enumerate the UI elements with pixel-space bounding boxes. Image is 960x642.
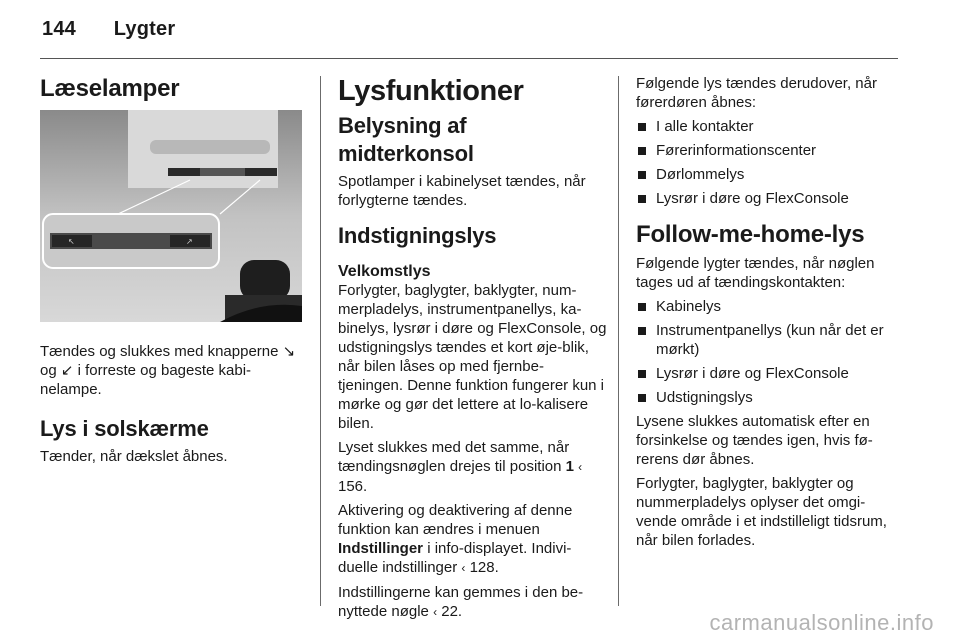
chevron-arrow-icon: ‹ — [433, 605, 438, 619]
page-header — [42, 18, 175, 41]
watermark: carmanualsonline.info — [709, 610, 934, 635]
list-item: Dørlommelys — [636, 165, 906, 184]
reading-lamp-photo — [40, 110, 302, 322]
header-divider — [40, 58, 898, 59]
heading-follow-me-home: Follow-me-home-lys — [636, 221, 865, 248]
paragraph-intro: Følgende lys tændes derudover, når førerdøren åbnes: — [636, 75, 877, 111]
list-item: Lysrør i døre og FlexConsole — [636, 189, 906, 208]
heading-velkomstlys: Velkomstlys — [338, 263, 431, 280]
paragraph-follow-intro: Følgende lygter tændes, når nøglen tages ud af tændingskontakten: — [636, 255, 875, 291]
lamp-rear-icon: ↙ — [60, 362, 74, 379]
column-1 — [40, 74, 302, 471]
page-ref-link[interactable]: 22. — [441, 603, 463, 620]
svg-text:↖: ↖ — [68, 237, 75, 246]
page-ref-link[interactable]: 128. — [469, 559, 499, 576]
chevron-arrow-icon: ‹ — [461, 561, 466, 575]
paragraph-follow-3: Forlygter, baglygter, baklygter og nummerpladelys oplyser det omgi-vende område i et indstilleligt tidsrum, når bilen forlades. — [636, 475, 887, 549]
paragraph-velkomst-4: Indstillingerne kan gemmes i den be-nyttede nøgle ‹ 22. — [338, 584, 584, 620]
paragraph-laeselamper: Tændes og slukkes med knapperne ↘ og ↙ i forreste og bageste kabi-nelampe. — [40, 343, 296, 398]
column-2 — [338, 74, 608, 627]
column-3 — [636, 74, 906, 555]
page-number: 144 — [42, 18, 76, 40]
list-foererdoer — [636, 117, 906, 208]
heading-laeselamper: Læselamper — [40, 75, 180, 102]
list-item: Kabinelys — [636, 297, 906, 316]
paragraph-follow-2: Lysene slukkes automatisk efter en forsinkelse og tændes igen, hvis fø-rerens dør åbnes. — [636, 413, 873, 468]
svg-text:↗: ↗ — [186, 237, 193, 246]
lamp-front-icon: ↘ — [282, 343, 296, 360]
list-item: Førerinformationscenter — [636, 141, 906, 160]
paragraph-midterkonsol: Spotlamper i kabinelyset tændes, når forlygterne tændes. — [338, 173, 586, 209]
heading-solskaerme: Lys i solskærme — [40, 416, 209, 441]
paragraph-velkomst-1: Forlygter, baglygter, baklygter, num-merpladelys, instrumentpanellys, ka-binelys, lysrør i døre og FlexConsole, og udstigningslys tændes et kort øje-blik, når bilen låses op med fjernbe-tjeningen. Denne funktion fungerer kun i mørke og gør det lettere at lo-kalisere bilen. — [338, 282, 607, 432]
list-follow — [636, 297, 906, 407]
paragraph-solskaerme: Tænder, når dækslet åbnes. — [40, 448, 228, 465]
column-divider-1 — [320, 76, 321, 606]
chevron-arrow-icon: ‹ — [578, 460, 583, 474]
list-item: Instrumentpanellys (kun når det er mørkt) — [636, 321, 906, 359]
page-ref-link[interactable]: 156. — [338, 478, 368, 495]
chapter-title: Lygter — [113, 18, 176, 40]
heading-midterkonsol: Belysning af midterkonsol — [338, 113, 474, 166]
heading-indstigningslys: Indstigningslys — [338, 223, 497, 248]
paragraph-velkomst-3: Aktivering og deaktivering af denne funktion kan ændres i menuen Indstillinger i info-displayet. Indivi-duelle indstillinger ‹ 128. — [338, 502, 573, 576]
column-divider-2 — [618, 76, 619, 606]
list-item: I alle kontakter — [636, 117, 906, 136]
list-item: Udstigningslys — [636, 388, 906, 407]
heading-lysfunktioner: Lysfunktioner — [338, 75, 524, 107]
list-item: Lysrør i døre og FlexConsole — [636, 364, 906, 383]
paragraph-velkomst-2: Lyset slukkes med det samme, når tændingsnøglen drejes til position 1 ‹ 156. — [338, 439, 583, 495]
